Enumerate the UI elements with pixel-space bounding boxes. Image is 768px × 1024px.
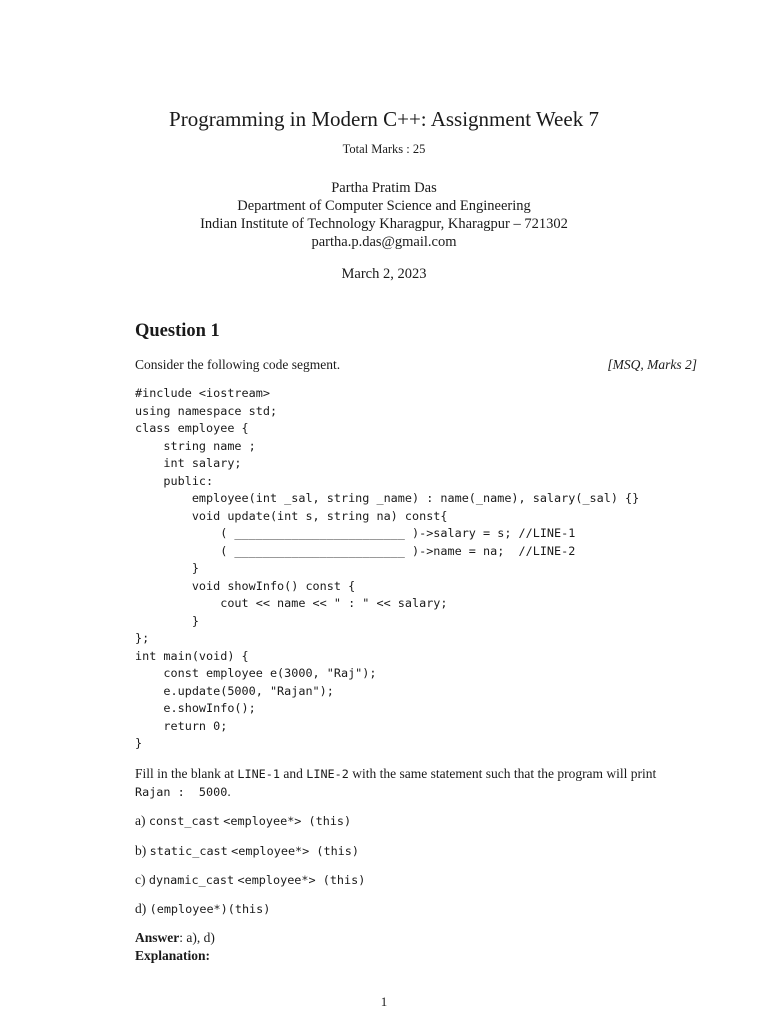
option-d <box>135 901 270 917</box>
fill-text-2: and <box>280 766 307 781</box>
code-listing: #include <iostream> using namespace std; class employee { string name ; int salary; public: employee(int _sal, string _name) : name(_name), salary(_sal) {} void update(int s, string na) const{ ( ________________________ )->salary = s; //LINE-1 ( ________________________ )->name = na; //LINE-2 } void showInfo() const { cout << name << " : " << salary; } }; int main(void) { const employee e(3000, "Raj"); e.update(5000, "Rajan"); e.showInfo(); return 0; } <box>135 386 640 750</box>
document-title: Programming in Modern C++: Assignment Week 7 <box>169 107 599 131</box>
option-a <box>135 813 351 829</box>
question-intro-text: Consider the following code segment. <box>135 357 341 372</box>
answer-block <box>135 929 215 965</box>
option-cast: dynamic_cast <box>148 873 235 887</box>
fill-text-3: with the same statement such that the program will print <box>348 766 657 781</box>
fill-in-instruction <box>135 765 700 801</box>
author-block <box>0 179 768 251</box>
explanation-label: Explanation: <box>135 948 211 963</box>
option-rest: <employee*> (this) <box>237 873 366 887</box>
author-department: Department of Computer Science and Engineering <box>237 198 531 214</box>
answer-label: Answer <box>135 930 180 945</box>
option-cast: static_cast <box>149 844 228 858</box>
option-label: a) <box>135 813 146 828</box>
author-institute: Indian Institute of Technology Kharagpur, Kharagpur – 721302 <box>200 216 568 232</box>
option-c <box>135 872 365 888</box>
total-marks: Total Marks : 25 <box>342 142 426 156</box>
option-label: c) <box>135 872 146 887</box>
option-label: d) <box>135 901 147 916</box>
option-label: b) <box>135 843 147 858</box>
fill-text-4: . <box>227 784 231 799</box>
line2-marker: LINE-2 <box>306 767 349 781</box>
explanation-line <box>135 947 215 965</box>
author-name: Partha Pratim Das <box>331 180 437 196</box>
option-rest: <employee*> (this) <box>231 844 359 858</box>
fill-text-1: Fill in the blank at <box>135 766 238 781</box>
option-rest: <employee*> (this) <box>223 814 352 828</box>
line1-marker: LINE-1 <box>237 767 280 781</box>
page-number: 1 <box>380 994 388 1009</box>
author-email: partha.p.das@gmail.com <box>311 234 457 250</box>
answer-value: : a), d) <box>179 930 215 945</box>
option-b <box>135 843 359 859</box>
document-date: March 2, 2023 <box>341 266 427 282</box>
expected-output: Rajan : 5000 <box>135 785 228 799</box>
answer-line <box>135 929 215 947</box>
question-heading: Question 1 <box>135 321 220 341</box>
question-intro <box>135 357 697 373</box>
option-cast: const_cast <box>148 814 220 828</box>
question-marks-tag: [MSQ, Marks 2] <box>607 357 697 372</box>
option-rest: (employee*)(this) <box>149 902 271 916</box>
